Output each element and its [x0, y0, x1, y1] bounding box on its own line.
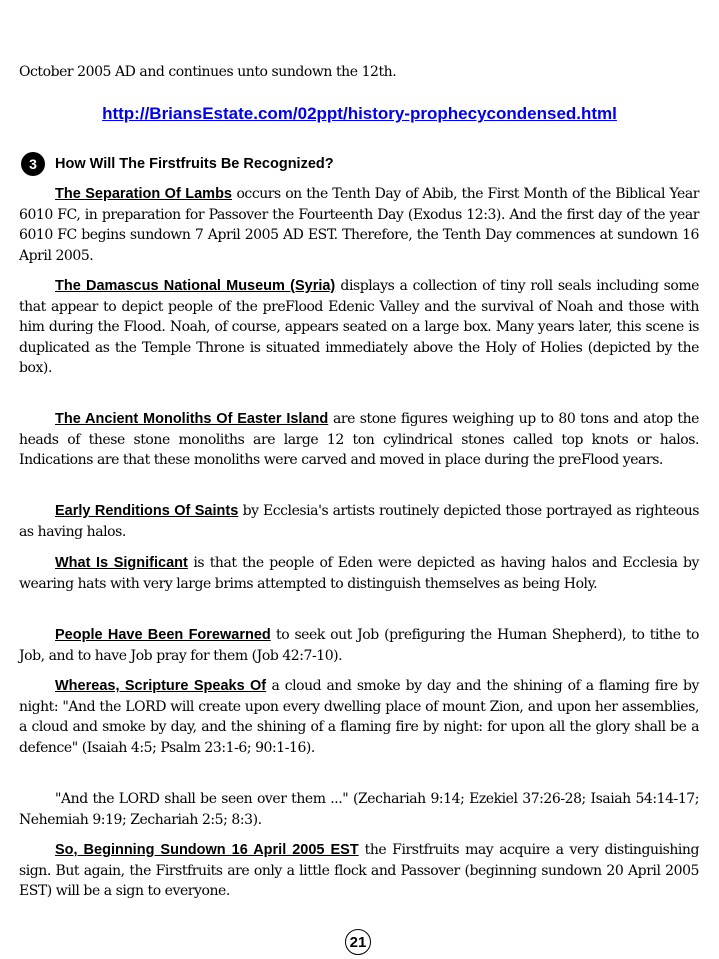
paragraph-lead: People Have Been Forewarned: [55, 627, 271, 643]
paragraph-damascus-museum: [19, 276, 699, 379]
paragraph-text: "And the LORD shall be seen over them ..." (Zechariah 9:14; Ezekiel 37:26-28; Isaiah 54:14-17; Nehemiah 9:19; Zechariah 2:5; 8:3).: [19, 791, 699, 828]
paragraph-lead: The Ancient Monoliths Of Easter Island: [55, 411, 329, 427]
paragraph-lead: The Separation Of Lambs: [55, 186, 232, 202]
paragraph-text: by Ecclesia's artists routinely depicted those portrayed as righteous as having halos.: [19, 503, 700, 540]
history-prophecy-link[interactable]: http://BriansEstate.com/02ppt/history-prophecycondensed.html: [102, 104, 617, 123]
section-title: How Will The Firstfruits Be Recognized?: [55, 156, 334, 172]
paragraph-text: to seek out Job (prefiguring the Human Shepherd), to tithe to Job, and to have Job pray for them (Job 42:7-10).: [19, 627, 699, 664]
paragraph-lead: The Damascus National Museum (Syria): [55, 278, 336, 294]
paragraph-text: a cloud and smoke by day and the shining of a flaming fire by night: "And the LORD will create upon every dwelling place of mount Zion, and upon her assemblies, a cloud and smoke by day, and the shining of a flaming fire by night: for upon all the glory shall be a defence" (Isaiah 4:5; Psalm 23:1-6; 90:1-16).: [19, 678, 700, 756]
paragraph-lead: Early Renditions Of Saints: [55, 503, 239, 519]
paragraph-separation-of-lambs: [19, 184, 699, 266]
paragraph-forewarned: [19, 625, 699, 666]
paragraph-scripture-speaks: [19, 676, 699, 758]
paragraph-lead: So, Beginning Sundown 16 April 2005 EST: [55, 842, 359, 858]
paragraph-text: is that the people of Eden were depicted as having halos and Ecclesia by wearing hats with very large brims attempted to distinguish themselves as being Holy.: [19, 555, 700, 592]
paragraph-text: are stone figures weighing up to 80 tons and atop the heads of these stone monoliths are large 12 ton cylindrical stones called top knots or halos. Indications are that these monoliths were carved and moved in place during the preFlood years.: [19, 411, 700, 469]
paragraph-lead: Whereas, Scripture Speaks Of: [55, 678, 267, 694]
paragraph-what-is-significant: [19, 553, 699, 594]
paragraph-easter-island: [19, 409, 699, 471]
paragraph-lead: What Is Significant: [55, 555, 188, 571]
paragraph-beginning-sundown: [19, 840, 699, 902]
page-number: 21: [345, 929, 371, 955]
section-number-badge: 3: [21, 152, 45, 176]
continuation-line: October 2005 AD and continues unto sundown the 12th.: [19, 64, 397, 80]
paragraph-early-renditions: [19, 501, 699, 542]
paragraph-text: displays a collection of tiny roll seals including some that appear to depict people of the preFlood Edenic Valley and the survival of Noah and those with him during the Flood. Noah, of course, appears seated on a large box. Many years later, this scene is duplicated as the Temple Throne is situated immediately above the Holy of Holies (depicted by the box).: [19, 278, 700, 377]
paragraph-lord-seen: [19, 789, 699, 830]
paragraph-text: the Firstfruits may acquire a very distinguishing sign. But again, the Firstfruits are only a little flock and Passover (beginning sundown 20 April 2005 EST) will be a sign to everyone.: [19, 842, 700, 900]
section-heading: [21, 152, 334, 176]
paragraph-text: occurs on the Tenth Day of Abib, the First Month of the Biblical Year 6010 FC, in preparation for Passover the Fourteenth Day (Exodus 12:3). And the first day of the year 6010 FC begins sundown 7 April 2005 AD EST. Therefore, the Tenth Day commences at sundown 16 April 2005.: [19, 186, 699, 264]
